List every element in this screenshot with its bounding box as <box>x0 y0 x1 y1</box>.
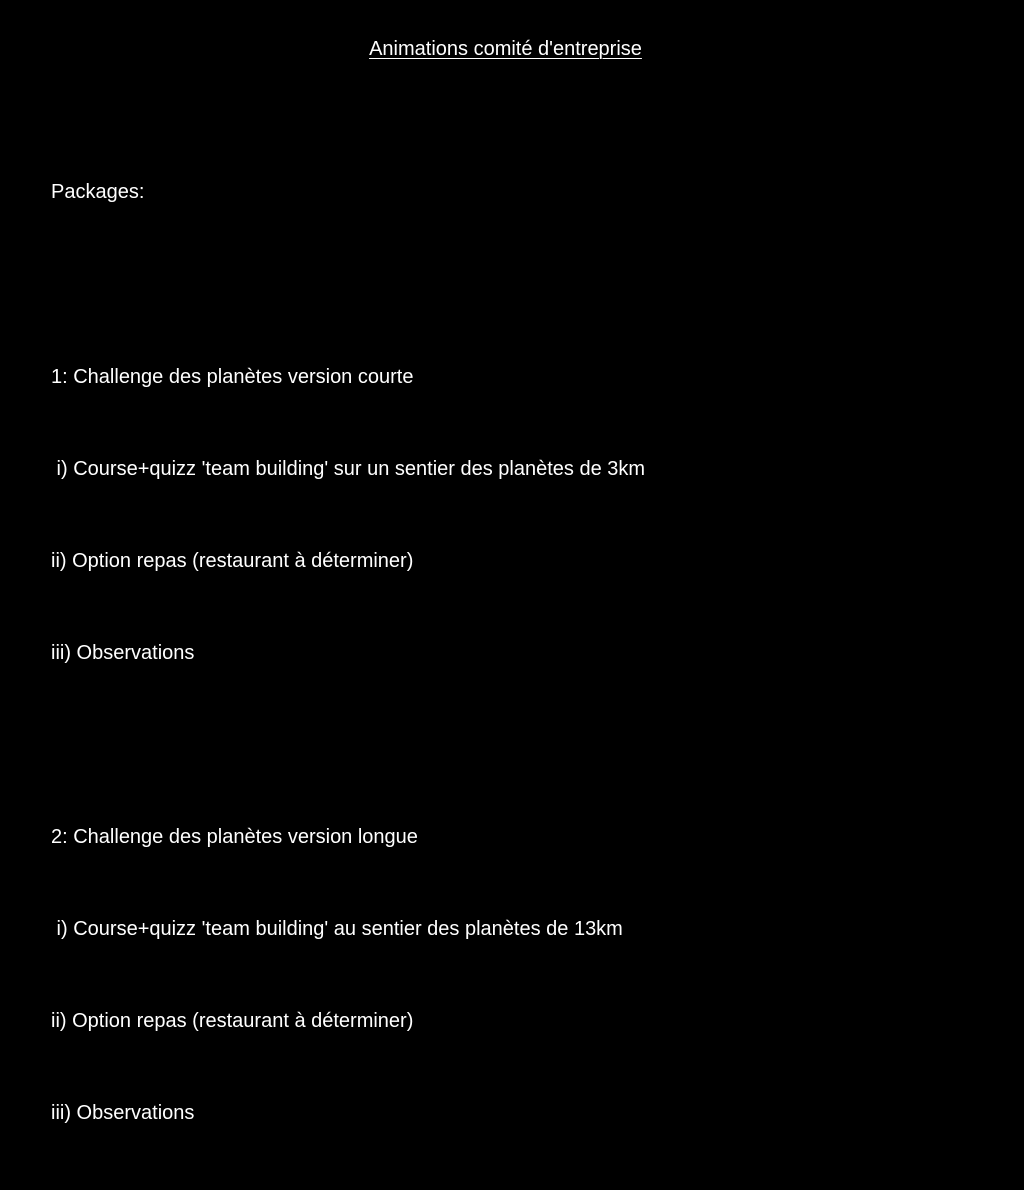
package-1-title: 1: Challenge des planètes version courte <box>51 365 414 388</box>
package-1-item-iii: iii) Observations <box>51 641 195 664</box>
package-1-item-ii: ii) Option repas (restaurant à déterminer) <box>51 549 414 572</box>
packages-heading: Packages: <box>51 181 145 204</box>
package-2-item-iii: iii) Observations <box>51 1102 195 1125</box>
package-2-title: 2: Challenge des planètes version longue <box>51 826 418 849</box>
blank-line <box>51 270 991 301</box>
package-1-item-i: i) Course+quizz 'team building' sur un sentier des planètes de 3km <box>51 457 646 480</box>
blank-line <box>51 730 991 761</box>
package-2-item-i: i) Course+quizz 'team building' au sentier des planètes de 13km <box>51 918 623 941</box>
slide-title: Animations comité d'entreprise <box>369 38 642 60</box>
slide-body <box>51 116 991 1190</box>
package-2-item-ii: ii) Option repas (restaurant à déterminer) <box>51 1010 414 1033</box>
